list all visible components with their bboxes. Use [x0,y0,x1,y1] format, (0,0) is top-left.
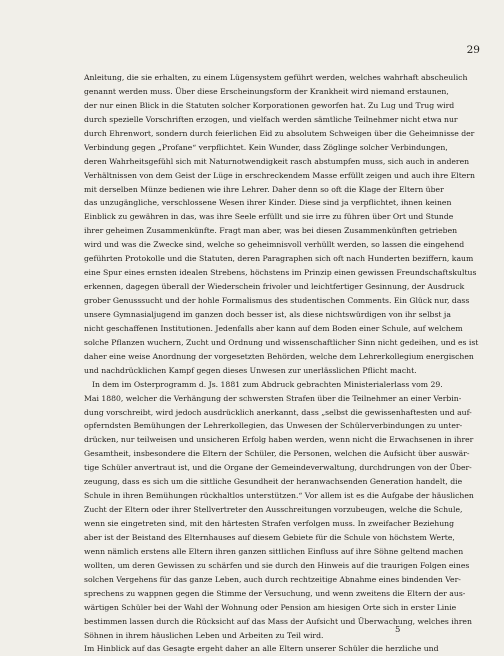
text-line: Anleitung, die sie erhalten, zu einem Lügensystem geführt werden, welches wahrhaft abscheulich [84,73,468,82]
text-line: durch Ehrenwort, sondern durch feierlichen Eid zu absolutem Schweigen über die Geheimnisse der [84,128,475,138]
page-number: 29 [466,44,480,56]
text-line: bestimmen lassen durch die Rücksicht auf das Mass der Aufsicht und Überwachung, welches ihren [84,616,472,626]
text-line: das unzugängliche, verschlossene Wesen ihrer Kinder. Diese sind ja verpflichtet, ihnen keinen [84,198,452,208]
text-line: grober Genusssucht und der hohle Formalismus des studentischen Comments. Ein Glück nur, dass [84,296,470,305]
text-line: daher eine weise Anordnung der vorgesetzten Behörden, welche dem Lehrerkollegium energischen [84,351,474,361]
text-line: dung vorschreibt, wird jedoch ausdrücklich anerkannt, dass „selbst die gewissenhaftesten und auf- [84,407,472,417]
text-line: solchen Vergehens für das ganze Leben, auch durch rechtzeitige Abnahme eines bindenden Ver- [84,574,461,584]
text-line: geführten Protokolle und die Statuten, deren Paragraphen sich oft nach Hunderten beziffern, kaum [84,254,474,264]
text-line: Im Hinblick auf das Gesagte ergeht daher an alle Eltern unserer Schüler die herzliche und [84,644,439,654]
text-line: wird und was die Zwecke sind, welche so geheimnisvoll verhüllt werden, so lassen die eingehend [84,240,465,250]
text-line: aber ist der Beistand des Elternhauses auf diesem Gebiete für die Schule von höchstem Werte, [84,532,455,542]
text-line: genannt werden muss. Über diese Erscheinungsform der Krankheit wird niemand erstaunen, [84,86,449,96]
text-line: drücken, nur teilweisen und unsicheren Erfolg haben werden, wenn nicht die Erwachsenen in ihrer [84,435,474,445]
text-line: tige Schüler anvertraut ist, und die Organe der Gemeindeverwaltung, durchdrungen von der Über- [84,463,472,473]
text-line: ihrer geheimen Zusammenkünfte. Fragt man aber, was bei diesen Zusammenkünften getrieben [84,226,458,236]
text-line: Mai 1880, welcher die Verhängung der schwersten Strafen über die Teilnehmer an einer Verbin- [84,393,462,403]
text-line: und nachdrücklichen Kampf gegen dieses Unwesen zur unerlässlichen Pflicht macht. [84,365,417,375]
text-line: der nur einen Blick in die Statuten solcher Korporationen geworfen hat. Zu Lug und Trug wird [84,100,455,110]
body-text [84,71,485,656]
text-line: nicht geschaffenen Institutionen. Jedenfalls aber kann auf dem Boden einer Schule, auf welchem [84,323,463,333]
text-line: wollten, um deren Gewissen zu schärfen und sie durch den Hinweis auf die traurigen Folgen eines [84,560,470,570]
text-line: Schule in ihren Bemühungen rückhaltlos unterstützen.“ Vor allem ist es die Aufgabe der häuslichen [84,491,474,501]
text-line: wärtigen Schüler bei der Wahl der Wohnung oder Pension am hiesigen Orte sich in erster Linie [84,602,457,612]
text-line: eine Spur eines ernsten idealen Strebens, höchstens im Prinzip einen gewissen Freundschaftskultus [84,268,477,278]
text-line: Söhnen in ihrem häuslichen Leben und Arbeiten zu Teil wird. [84,630,324,640]
text-line: Verbindung gegen „Profane“ verpflichtet. Kein Wunder, dass Zöglinge solcher Verbindungen, [84,142,448,152]
text-line: deren Wahrheitsgefühl sich mit Naturnotwendigkeit rasch abstumpfen muss, sich auch in anderen [84,156,470,166]
text-line: zeugung, dass es sich um die sittliche Gesundheit der heranwachsenden Generation handelt, die [84,477,463,487]
text-line: sprechens zu wappnen gegen die Stimme der Versuchung, und wenn zweitens die Eltern der aus- [84,588,466,598]
text-line: wenn sie eingetreten sind, mit den härtesten Strafen verfolgen muss. In zweifacher Beziehung [84,519,455,528]
text-line: mit derselben Münze bedienen wie ihre Lehrer. Daher denn so oft die Klage der Eltern über [84,184,444,194]
text-line: unsere Gymnasialjugend im ganzen doch besser ist, als diese nichtswürdigen von ihr selbst ja [84,309,451,319]
text-line: Zucht der Eltern oder ihrer Stellvertreter den Ausschreitungen vorzubeugen, welche die Schule, [84,505,463,515]
text-line: wenn nämlich erstens alle Eltern ihren ganzen sittlichen Einfluss auf ihre Söhne geltend machen [84,546,464,556]
signature-mark: 5 [395,625,401,635]
text-line: Gesamtheit, insbesondere die Eltern der Schüler, die Personen, welchen die Aufsicht über auswär- [84,449,470,459]
text-line: erkennen, dagegen überall der Wiederschein frivoler und leichtfertiger Gesinnung, der Ausdruck [84,282,465,292]
text-line: opferndsten Bemühungen der Lehrerkollegien, das Unwesen der Schülerverbindungen zu unter- [84,421,463,431]
text-line: Einblick zu gewähren in das, was ihre Seele erfüllt und sie irre zu führen über Ort und Stunde [84,212,454,222]
text-line: In dem im Osterprogramm d. Js. 1881 zum Abdruck gebrachten Ministerialerlass vom 29. [92,379,443,389]
text-line: durch spezielle Vorschriften erzogen, und vielfach werden sämtliche Teilnehmer nicht etwa nur [84,114,458,124]
text-line: solche Pflanzen wuchern, Zucht und Ordnung und wissenschaftlicher Sinn nicht gedeihen, und es ist [84,337,479,347]
text-line: Verhältnissen von dem Geist der Lüge in erschreckendem Masse erfüllt zeigen und auch ihre Eltern [84,170,475,180]
